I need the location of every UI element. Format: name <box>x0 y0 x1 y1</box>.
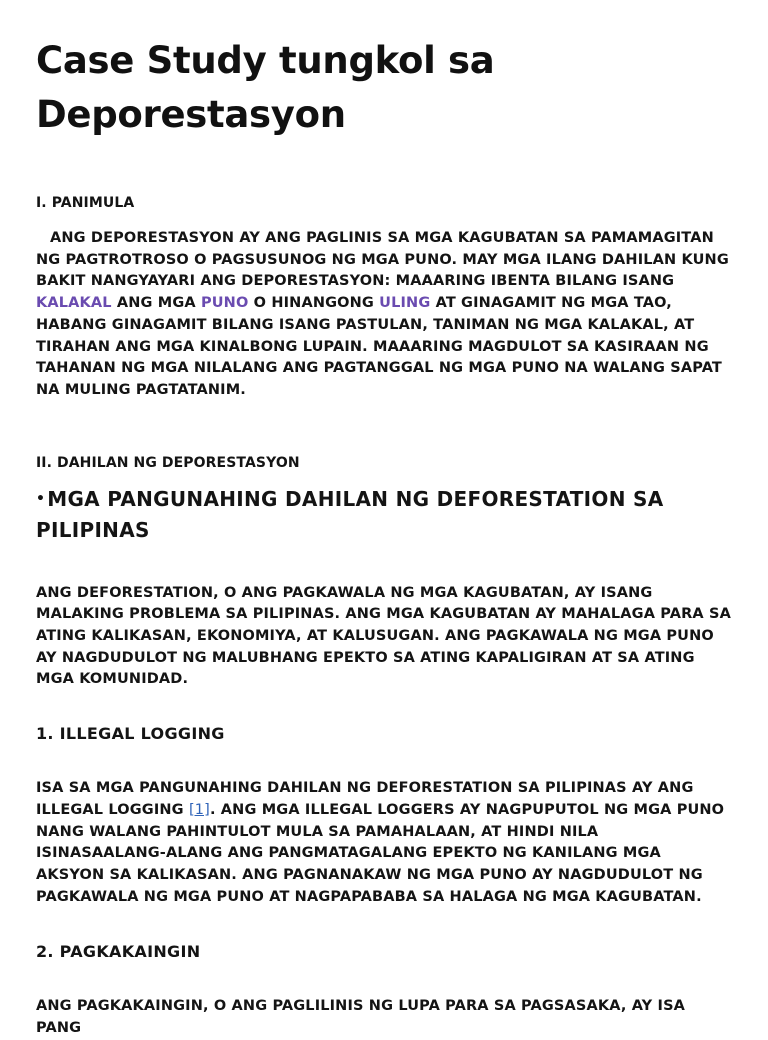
deforestation-intro-paragraph: ANG DEFORESTATION, O ANG PAGKAWALA NG MGA KAGUBATAN, AY ISANG MALAKING PROBLEMA SA PILIPINAS. ANG MGA KAGUBATAN AY MAHALAGA PARA SA ATING KALIKASAN, EKONOMIYA, AT KALUSUGAN. ANG PAGKAWALA NG MGA PUNO AY NAGDUDULOT NG MALUBHANG EPEKTO SA ATING KAPALIGIRAN AT SA ATING MGA KOMUNIDAD. <box>36 584 731 688</box>
section-heading-panimula: I. PANIMULA <box>36 195 135 211</box>
document-page <box>36 0 732 1040</box>
illegal-logging-text-1: ISA SA MGA PANGUNAHING DAHILAN NG DEFORESTATION SA PILIPINAS AY ANG ILLEGAL LOGGING <box>36 780 694 818</box>
section-heading-dahilan: II. DAHILAN NG DEPORESTASYON <box>36 454 300 471</box>
panimula-text-1: ANG DEPORESTASYON AY ANG PAGLINIS SA MGA KAGUBATAN SA PAMAMAGITAN NG PAGTROTROSO O PAGSUSUNOG NG MGA PUNO. MAY MGA ILANG DAHILAN KUNG BAKIT NANGYAYARI ANG DEPORESTASYON: MAAARING IBENTA BILANG ISANG <box>36 230 729 290</box>
pagkakaingin-heading: 2. PAGKAKAINGIN <box>36 942 201 962</box>
link-puno[interactable]: PUNO <box>200 295 249 312</box>
illegal-logging-text-2: . ANG MGA ILLEGAL LOGGERS AY NAGPUPUTOL NG MGA PUNO NANG WALANG PAHINTULOT MULA SA PAMAHALAAN, AT HINDI NILA ISINASAALANG-ALANG ANG PANGMATAGALANG EPEKTO NG KANILANG MGA AKSYON SA KALIKASAN. ANG PAGNANAKAW NG MGA PUNO AY NAGDUDULOT NG PAGKAWALA NG MGA PUNO AT NAGPAPABABA SA HALAGA NG MGA KAGUBATAN. <box>36 801 725 905</box>
main-causes-heading-text: MGA PANGUNAHING DAHILAN NG DEFORESTATION SA PILIPINAS <box>36 486 664 542</box>
document-title: Case Study tungkol sa Deporestasyon <box>36 39 495 136</box>
panimula-text-3: O HINANGONG <box>248 295 380 312</box>
pagkakaingin-paragraph: ANG PAGKAKAINGIN, O ANG PAGLILINIS NG LUPA PARA SA PAGSASAKA, AY ISA PANG <box>36 998 686 1037</box>
main-causes-heading <box>36 484 732 546</box>
link-uling[interactable]: ULING <box>379 295 431 312</box>
panimula-paragraph <box>36 228 732 402</box>
citation-link[interactable]: [1] <box>188 801 210 818</box>
panimula-text-4: AT GINAGAMIT NG MGA TAO, HABANG GINAGAMIT BILANG ISANG PASTULAN, TANIMAN NG MGA KALAKAL, AT TIRAHAN ANG MGA KINALBONG LUPAIN. MAAARING MAGDULOT SA KASIRAAN NG TAHANAN NG MGA NILALANG ANG PAGTANGGAL NG MGA PUNO NA WALANG SAPAT NA MULING PAGTATANIM. <box>36 295 722 398</box>
panimula-text-2: ANG MGA <box>111 295 201 312</box>
bullet-icon: • <box>36 490 46 507</box>
link-kalakal[interactable]: KALAKAL <box>36 295 112 312</box>
illegal-logging-heading: 1. ILLEGAL LOGGING <box>36 724 225 744</box>
illegal-logging-paragraph <box>36 778 732 908</box>
